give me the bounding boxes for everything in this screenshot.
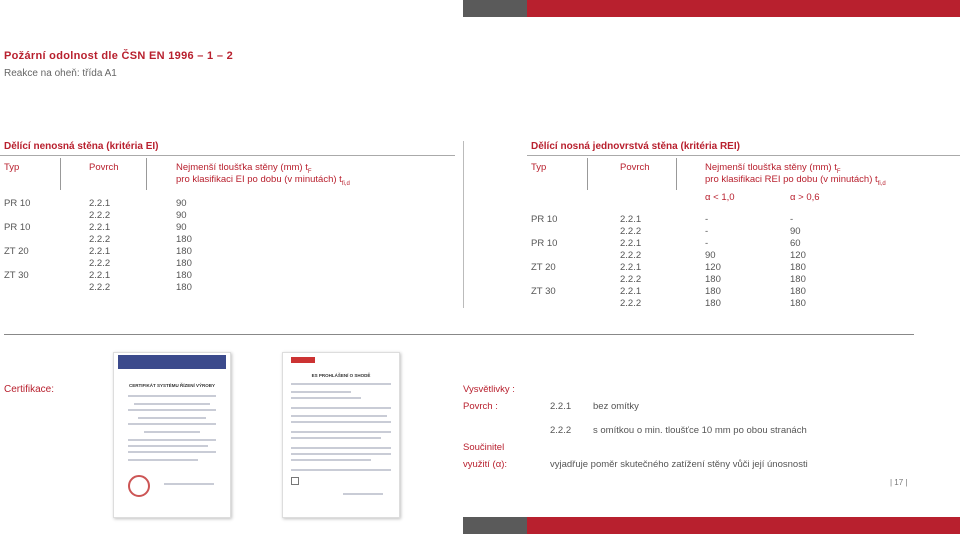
cert2-text-line <box>291 415 387 417</box>
left-cell-povrch: 2.2.2 <box>89 234 111 245</box>
right-cell-a: 180 <box>705 274 721 285</box>
left-cell-val: 90 <box>176 198 187 209</box>
left-cell-povrch: 2.2.1 <box>89 222 111 233</box>
cert2-text-line <box>291 383 391 385</box>
left-cell-povrch: 2.2.2 <box>89 258 111 269</box>
cert2-signature-line <box>343 493 383 495</box>
right-cell-povrch: 2.2.1 <box>620 262 642 273</box>
right-col-thickness-2-text: pro klasifikaci REI po dobu (v minutách) t <box>705 174 878 185</box>
cert1-text-line <box>134 403 210 405</box>
cert1-text-line <box>144 431 200 433</box>
cert2-text-line <box>291 447 391 449</box>
header-bar-dark <box>463 0 527 17</box>
legend-title: Vysvětlivky : <box>463 384 515 395</box>
page-number: | 17 | <box>890 478 908 487</box>
footer-bar-red <box>527 517 960 534</box>
right-col-thickness-2-sub: fi,d <box>877 180 886 187</box>
left-col-povrch: Povrch <box>89 162 119 173</box>
left-cell-val: 180 <box>176 258 192 269</box>
right-col-alpha-2: α > 0,6 <box>790 192 820 203</box>
left-table-title: Dělící nenosná stěna (kritéria EI) <box>4 141 159 152</box>
right-cell-b: 180 <box>790 262 806 273</box>
right-cell-typ: ZT 20 <box>531 262 556 273</box>
right-cell-b: 60 <box>790 238 801 249</box>
left-cell-val: 180 <box>176 234 192 245</box>
legend-povrch-label: Povrch : <box>463 401 498 412</box>
section-separator <box>4 334 914 335</box>
right-cell-typ: PR 10 <box>531 214 558 225</box>
left-col-divider-1 <box>60 158 61 190</box>
left-col-typ: Typ <box>4 162 20 173</box>
right-cell-b: 180 <box>790 274 806 285</box>
left-cell-typ: ZT 20 <box>4 246 29 257</box>
cert2-text-line <box>291 391 351 393</box>
left-col-thickness-1-text: Nejmenší tloušťka stěny (mm) t <box>176 162 308 173</box>
right-cell-povrch: 2.2.1 <box>620 238 642 249</box>
legend-text-1: bez omítky <box>593 401 639 412</box>
left-col-thickness-1 <box>176 162 312 175</box>
cert1-text-line <box>128 451 216 453</box>
right-col-divider-2 <box>676 158 677 190</box>
cert2-text-line <box>291 397 361 399</box>
legend-coef-label-1: Součinitel <box>463 442 505 453</box>
left-cell-typ: PR 10 <box>4 222 31 233</box>
right-col-typ: Typ <box>531 162 547 173</box>
cert2-title: ES PROHLÁŠENÍ O SHODĚ <box>311 373 371 378</box>
footer-bar-dark <box>463 517 527 534</box>
right-col-divider-1 <box>587 158 588 190</box>
right-cell-a: 90 <box>705 250 716 261</box>
right-cell-a: - <box>705 214 709 225</box>
cert1-title: CERTIFIKÁT SYSTÉMU ŘÍZENÍ VÝROBY <box>128 383 215 388</box>
left-col-thickness-2-sub: fi,d <box>341 180 350 187</box>
left-table-rule <box>0 155 455 156</box>
right-table-title: Dělící nosná jednovrstvá stěna (kritéria REI) <box>531 141 740 152</box>
left-cell-typ: ZT 30 <box>4 270 29 281</box>
legend-coef-label-2: využití (α): <box>463 459 508 470</box>
right-cell-a: 180 <box>705 298 721 309</box>
right-col-thickness-1-text: Nejmenší tloušťka stěny (mm) t <box>705 162 837 173</box>
cert1-header-band <box>118 355 226 369</box>
right-col-alpha-1: α < 1,0 <box>705 192 735 203</box>
page-title: Požární odolnost dle ČSN EN 1996 – 1 – 2 <box>4 50 234 62</box>
left-col-thickness-2 <box>176 174 350 187</box>
certification-label: Certifikace: <box>4 384 55 395</box>
right-table-rule <box>527 155 960 156</box>
left-col-thickness-2-text: pro klasifikaci EI po dobu (v minutách) t <box>176 174 342 185</box>
right-cell-b: - <box>790 214 794 225</box>
left-cell-povrch: 2.2.1 <box>89 246 111 257</box>
left-cell-val: 180 <box>176 246 192 257</box>
right-col-thickness-1-sub: F <box>836 168 841 175</box>
certificate-image-1[interactable] <box>113 352 231 518</box>
right-cell-b: 180 <box>790 298 806 309</box>
right-cell-povrch: 2.2.2 <box>620 274 642 285</box>
cert2-text-line <box>291 459 371 461</box>
right-cell-b: 90 <box>790 226 801 237</box>
right-cell-typ: ZT 30 <box>531 286 556 297</box>
cert2-text-line <box>291 469 391 471</box>
left-col-thickness-1-sub: F <box>307 168 312 175</box>
left-cell-povrch: 2.2.1 <box>89 270 111 281</box>
left-cell-povrch: 2.2.2 <box>89 282 111 293</box>
cert2-text-line <box>291 437 381 439</box>
cert1-signature-line <box>164 483 214 485</box>
legend-coef-text: vyjadřuje poměr skutečného zatížení stěny vůči její únosnosti <box>550 459 808 470</box>
cert1-seal-icon <box>128 475 150 497</box>
left-cell-val: 90 <box>176 210 187 221</box>
right-col-povrch: Povrch <box>620 162 650 173</box>
cert2-text-line <box>291 431 391 433</box>
right-col-thickness-2 <box>705 174 886 187</box>
left-col-divider-2 <box>146 158 147 190</box>
certificate-image-2[interactable] <box>282 352 400 518</box>
right-cell-typ: PR 10 <box>531 238 558 249</box>
right-cell-b: 120 <box>790 250 806 261</box>
legend-code-1: 2.2.1 <box>550 401 572 412</box>
right-cell-povrch: 2.2.2 <box>620 226 642 237</box>
legend-code-2: 2.2.2 <box>550 425 572 436</box>
cert1-text-line <box>128 459 198 461</box>
left-cell-val: 180 <box>176 270 192 281</box>
right-cell-a: - <box>705 226 709 237</box>
cert1-text-line <box>138 417 206 419</box>
cert1-text-line <box>128 445 208 447</box>
left-cell-val: 180 <box>176 282 192 293</box>
cert2-text-line <box>291 453 391 455</box>
right-cell-a: 180 <box>705 286 721 297</box>
left-cell-povrch: 2.2.2 <box>89 210 111 221</box>
right-cell-povrch: 2.2.2 <box>620 250 642 261</box>
legend-text-2: s omítkou o min. tloušťce 10 mm po obou stranách <box>593 425 807 436</box>
cert1-text-line <box>128 409 216 411</box>
center-divider <box>463 141 464 308</box>
cert2-ce-icon <box>291 477 299 485</box>
right-cell-b: 180 <box>790 286 806 297</box>
cert2-text-line <box>291 421 391 423</box>
left-cell-typ: PR 10 <box>4 198 31 209</box>
cert2-text-line <box>291 407 391 409</box>
left-cell-val: 90 <box>176 222 187 233</box>
right-cell-a: - <box>705 238 709 249</box>
right-cell-povrch: 2.2.2 <box>620 298 642 309</box>
cert1-text-line <box>128 423 216 425</box>
right-cell-a: 120 <box>705 262 721 273</box>
cert1-text-line <box>128 395 216 397</box>
page-subtitle: Reakce na oheň: třída A1 <box>4 68 117 79</box>
header-bar-red <box>527 0 960 17</box>
cert1-text-line <box>128 439 216 441</box>
left-cell-povrch: 2.2.1 <box>89 198 111 209</box>
cert2-logo-icon <box>291 357 315 363</box>
right-cell-povrch: 2.2.1 <box>620 214 642 225</box>
right-col-thickness-1 <box>705 162 841 175</box>
right-cell-povrch: 2.2.1 <box>620 286 642 297</box>
